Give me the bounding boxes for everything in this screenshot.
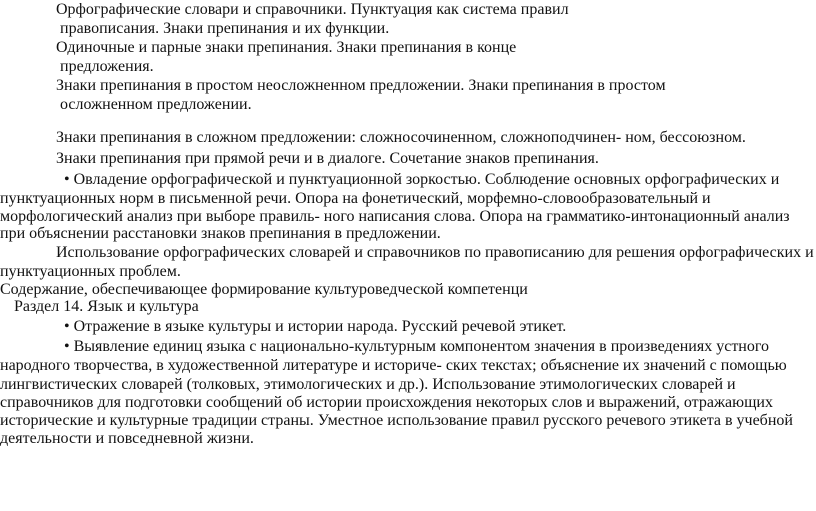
text-line: Использование орфографических словарей и справочников по правописанию для решения орфографических и [56,244,814,261]
text-line: народного творчества, в художественной литературе и историче- ских текстах; объяснение их значений с помощью [0,357,787,374]
section-heading: Раздел 14. Язык и культура [14,298,199,315]
text-line: Одиночные и парные знаки препинания. Знаки препинания в конце [56,39,517,56]
text-line: Знаки препинания при прямой речи и в диалоге. Сочетание знаков препинания. [56,150,599,167]
text-line: справочников для подготовки сообщений об истории происхождения некоторых слов и выражений, отражающих [0,394,773,411]
bullet-item: • Овладение орфографической и пунктуационной зоркостью. Соблюдение основных орфографических и [64,171,780,188]
text-line: Знаки препинания в простом неосложненном предложении. Знаки препинания в простом [56,77,666,94]
text-line: Орфографические словари и справочники. Пунктуация как система правил [56,1,569,18]
text-line: правописания. Знаки препинания и их функции. [60,20,390,37]
text-line: при объяснении расстановки знаков препинания в предложении. [0,225,441,242]
bullet-item: • Выявление единиц языка с национально-культурным компонентом значения в произведениях устного [64,338,770,355]
text-line: деятельности и повседневной жизни. [0,430,254,447]
bullet-item: • Отражение в языке культуры и истории народа. Русский речевой этикет. [64,318,567,335]
section-intro: Содержание, обеспечивающее формирование культуроведческой компетенци [0,281,528,298]
text-line: осложненном предложении. [60,96,252,113]
text-line: морфологический анализ при выборе правиль- ного написания слова. Опора на грамматико-интонационный анализ [0,208,790,225]
text-line: лингвистических словарей (толковых, этимологических и др.). Использование этимологических словарей и [0,376,736,393]
text-line: предложения. [60,58,154,75]
text-line: пунктуационных норм в письменной речи. Опора на фонетический, морфемно-словообразовательный и [0,190,711,207]
text-line: пунктуационных проблем. [0,263,181,280]
text-line: исторические и культурные традиции страны. Уместное использование правил русского речевого этикета в учебной [0,412,793,429]
text-line: Знаки препинания в сложном предложении: сложносочиненном, сложноподчинен- ном, бессоюзном. [56,129,746,146]
